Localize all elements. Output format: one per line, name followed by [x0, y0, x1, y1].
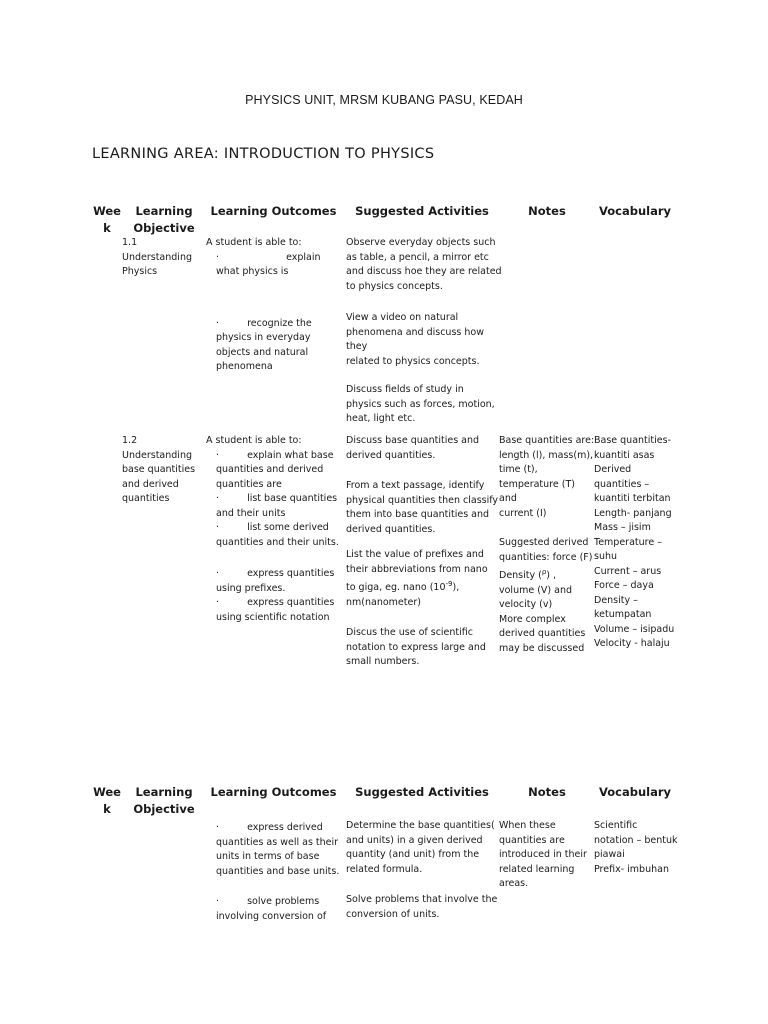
col-header-vocabulary: Vocabulary	[598, 785, 672, 799]
vocab-line: kuantiti terbitan	[594, 493, 671, 504]
bullet-dot: ·	[216, 449, 220, 461]
row2-notes-line: Base quantities are:	[499, 435, 595, 446]
vocab-line: Scientific	[594, 820, 638, 831]
row1-outcome-a	[206, 251, 341, 266]
bullet-dot: ·	[216, 896, 220, 907]
row1-activity-a: Observe everyday objects such	[346, 237, 496, 248]
col-header-vocabulary: Vocabulary	[598, 204, 672, 218]
row3-vocabulary	[594, 819, 678, 877]
row2-outcome-c-text: quantities and their units.	[216, 536, 339, 548]
vocab-line: piawai	[594, 849, 625, 860]
row2-activity-c	[346, 577, 500, 596]
col-header-activities: Suggested Activities	[355, 204, 489, 218]
vocab-line: notation – bentuk	[594, 834, 678, 846]
row2-notes	[499, 434, 595, 656]
col-header-week-2: k	[103, 802, 111, 816]
row1-objective	[122, 236, 204, 280]
row1-outcome-a-text: explain	[286, 251, 321, 263]
col-header-objective	[128, 203, 200, 237]
row1-outcome-b-text: objects and natural	[216, 346, 309, 358]
row2-activity-c: List the value of prefixes and	[346, 549, 484, 560]
col-header-outcomes: Learning Outcomes	[210, 204, 337, 218]
row2-outcome-d-text: express quantities	[247, 568, 335, 579]
row2-notes-line: may be discussed	[499, 642, 585, 654]
row3-activity-b: conversion of units.	[346, 908, 440, 920]
vocab-line: Density –	[594, 594, 638, 606]
row1-activity-b: phenomena and discuss how they	[346, 326, 484, 352]
vocab-line: Prefix- imbuhan	[594, 863, 669, 875]
row2-outcome-d	[206, 567, 343, 582]
row1-outcome-b-text: phenomena	[216, 361, 273, 372]
row3-activity-a: related formula.	[346, 863, 423, 875]
bullet-dot: ·	[216, 597, 220, 608]
row2-objective-line: and derived	[122, 478, 179, 490]
row2-notes-line: length (l), mass(m),	[499, 449, 594, 461]
bullet-dot: ·	[216, 251, 220, 263]
row2-activity-c: their abbreviations from nano	[346, 563, 488, 575]
row3-notes-line: introduced in their	[499, 849, 587, 860]
row2-notes-line: Suggested derived	[499, 537, 589, 548]
col-header-outcomes: Learning Outcomes	[210, 785, 337, 799]
row2-notes-line: velocity (v)	[499, 599, 553, 611]
page-header: PHYSICS UNIT, MRSM KUBANG PASU, KEDAH	[245, 93, 523, 107]
col-header-week-2: k	[103, 221, 111, 235]
vocab-line: Volume – isipadu	[594, 623, 675, 635]
row1-outcomes	[206, 236, 341, 375]
vocab-line: Derived	[594, 464, 632, 475]
row1-activities	[346, 236, 502, 427]
row2-vocabulary	[594, 434, 678, 652]
row3-notes	[499, 819, 591, 892]
row3-outcome-a	[206, 821, 343, 836]
row2-outcome-d-text: using prefixes.	[216, 582, 286, 594]
row2-activity-c-text: ),	[452, 582, 460, 594]
row2-notes-line: time (t),	[499, 464, 538, 475]
row2-notes-line: quantities: force (F)	[499, 551, 593, 563]
bullet-dot: ·	[216, 493, 220, 504]
row2-outcome-e-text: express quantities	[247, 597, 335, 608]
row2-outcome-b-text: list base quantities	[247, 493, 338, 504]
vocab-line: suhu	[594, 551, 618, 562]
row2-notes-line: More complex	[499, 613, 566, 625]
col-header-objective-2: Objective	[133, 802, 195, 816]
row3-notes-line: areas.	[499, 878, 529, 889]
row2-activity-a: derived quantities.	[346, 449, 436, 461]
row2-outcome-c-text: list some derived	[247, 522, 329, 533]
row2-activity-d: Discus the use of scientific	[346, 627, 473, 639]
row1-activity-a: and discuss hoe they are related	[346, 266, 502, 277]
row3-outcome-a-text: quantities and base units.	[216, 865, 340, 877]
row3-notes-line: When these	[499, 820, 556, 831]
row3-outcome-b	[206, 895, 343, 910]
row1-outcome-b-text: physics in everyday	[216, 332, 311, 343]
vocab-line: quantities –	[594, 478, 650, 490]
row2-outcome-e-text: using scientific notation	[216, 611, 330, 623]
row2-activity-b: them into base quantities and	[346, 509, 490, 520]
row2-activity-b: derived quantities.	[346, 523, 436, 535]
row3-outcome-b-text: involving conversion of	[216, 910, 327, 922]
row1-objective-line: Understanding	[122, 251, 192, 263]
row3-activity-a: quantity (and unit) from the	[346, 849, 480, 860]
vocab-line: Force – daya	[594, 580, 654, 591]
col-header-week	[88, 203, 126, 237]
row2-outcome-a-text: explain what base	[247, 449, 334, 461]
row2-activity-d: notation to express large and	[346, 641, 486, 653]
exponent-superscript: -9	[445, 580, 453, 588]
row2-notes-text: ) ,	[546, 570, 557, 582]
row3-outcome-b-text: solve problems	[247, 896, 320, 907]
vocab-line: Velocity - halaju	[594, 638, 670, 649]
row2-outcomes	[206, 434, 343, 625]
row2-activity-c-text: to giga, eg. nano (10	[346, 582, 446, 594]
row2-notes-line	[499, 565, 595, 584]
rho-symbol: ρ	[541, 568, 547, 576]
row3-activity-a: Determine the base quantities(	[346, 820, 495, 831]
row2-activity-b: From a text passage, identify	[346, 480, 485, 491]
row2-activities	[346, 434, 500, 670]
col-header-notes: Notes	[528, 204, 566, 218]
row3-notes-line: related learning	[499, 863, 575, 875]
row3-outcomes	[206, 821, 343, 924]
row2-notes-text: Density (	[499, 570, 542, 582]
row2-objective	[122, 434, 204, 507]
row2-activity-d: small numbers.	[346, 656, 420, 668]
vocab-line: Base quantities-	[594, 435, 671, 446]
row2-notes-line: current (I)	[499, 507, 547, 519]
bullet-dot: ·	[216, 568, 220, 579]
row2-outcome-e	[206, 596, 343, 611]
col-header-objective	[128, 784, 200, 818]
row2-activity-c: nm(nanometer)	[346, 596, 421, 608]
vocab-line: Length- panjang	[594, 507, 672, 519]
row2-outcome-b	[206, 492, 343, 507]
row2-activity-a: Discuss base quantities and	[346, 435, 480, 446]
row1-outcome-b-text: recognize the	[247, 317, 312, 329]
row1-activity-a: as table, a pencil, a mirror etc	[346, 251, 489, 263]
bullet-dot: ·	[216, 317, 220, 329]
outcomes-intro: A student is able to:	[206, 435, 302, 446]
row1-activity-b: related to physics concepts.	[346, 355, 480, 367]
col-header-week	[88, 784, 126, 818]
learning-area-title: LEARNING AREA: INTRODUCTION TO PHYSICS	[92, 146, 435, 162]
vocab-line: Mass – jisim	[594, 522, 651, 533]
bullet-dot: ·	[216, 822, 220, 833]
row1-activity-c: physics such as forces, motion,	[346, 398, 495, 410]
row2-outcome-a-text: quantities are	[216, 478, 282, 490]
row2-objective-line: 1.2	[122, 435, 138, 446]
vocab-line: ketumpatan	[594, 609, 652, 620]
col-header-week-1: Wee	[93, 785, 121, 799]
vocab-line: kuantiti asas	[594, 449, 655, 461]
vocab-line: Current – arus	[594, 565, 662, 577]
row2-notes-line: derived quantities	[499, 628, 586, 640]
col-header-objective-1: Learning	[135, 785, 193, 799]
row1-activity-a: to physics concepts.	[346, 280, 443, 292]
row2-outcome-a	[206, 449, 343, 464]
row2-outcome-b-text: and their units	[216, 507, 286, 519]
col-header-objective-2: Objective	[133, 221, 195, 235]
row1-activity-c: Discuss fields of study in	[346, 384, 464, 395]
row3-activity-b: Solve problems that involve the	[346, 894, 498, 905]
row1-outcome-a-text: what physics is	[216, 266, 289, 277]
row2-objective-line: quantities	[122, 493, 170, 504]
row2-activity-b: physical quantities then classify	[346, 494, 499, 506]
row2-outcome-a-text: quantities and derived	[216, 464, 324, 475]
row1-activity-c: heat, light etc.	[346, 413, 416, 424]
row1-outcome-b	[206, 317, 341, 332]
row1-activity-b: View a video on natural	[346, 312, 459, 323]
row2-notes-line: temperature (T) and	[499, 478, 575, 504]
bullet-dot: ·	[216, 522, 220, 533]
col-header-objective-1: Learning	[135, 204, 193, 218]
row1-objective-line: Physics	[122, 266, 158, 277]
outcomes-intro: A student is able to:	[206, 237, 302, 248]
row2-outcome-c	[206, 521, 343, 536]
row3-activity-a: and units) in a given derived	[346, 834, 483, 846]
vocab-line: Temperature –	[594, 536, 662, 548]
row3-activities	[346, 819, 500, 922]
row1-objective-line: 1.1	[122, 237, 138, 248]
row2-objective-line: Understanding	[122, 449, 192, 461]
row3-outcome-a-text: quantities as well as their	[216, 836, 339, 848]
col-header-activities: Suggested Activities	[355, 785, 489, 799]
col-header-notes: Notes	[528, 785, 566, 799]
col-header-week-1: Wee	[93, 204, 121, 218]
row2-objective-line: base quantities	[122, 464, 196, 475]
row3-outcome-a-text: units in terms of base	[216, 851, 320, 862]
row2-notes-line: volume (V) and	[499, 584, 573, 596]
row3-notes-line: quantities are	[499, 834, 565, 846]
row3-outcome-a-text: express derived	[247, 822, 323, 833]
